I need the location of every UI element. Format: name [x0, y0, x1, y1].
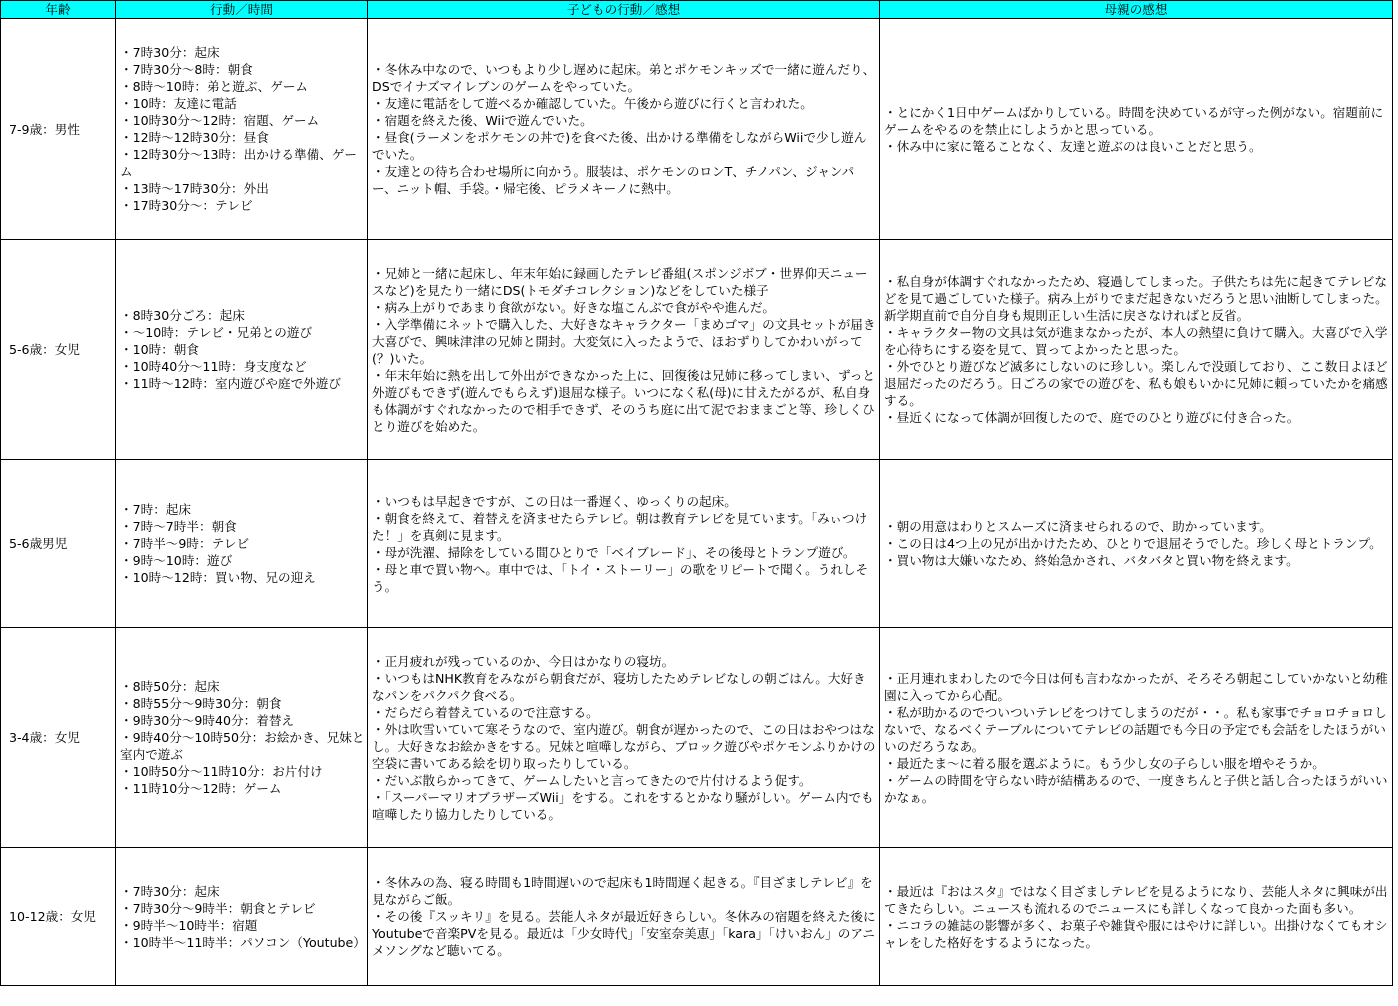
mother-note: ・とにかく1日中ゲームばかりしている。時間を決めているが守った例がない。宿題前にゲームをやるのを禁止にしようかと思っている。 — [884, 104, 1384, 137]
child-cell — [368, 240, 880, 460]
table-row — [1, 848, 1393, 986]
schedule-line: ・8時50分：起床 — [120, 679, 220, 694]
child-note: ・冬休み中なので、いつもより少し遅めに起床。弟とポケモンキッズで一緒に遊んだり、DSでイナズマイレブンのゲームをやっていた。 — [372, 62, 876, 94]
schedule-line: ・7時30分～9時半：朝食とテレビ — [120, 900, 316, 916]
child-note: ・兄姉と一緒に起床し、年末年始に録画したテレビ番組(スポンジボブ・世界仰天ニュースなど)を見たり一緒にDS(トモダチコレクション)などをしていた様子 — [372, 265, 868, 298]
header-age: 年齢 — [1, 1, 116, 19]
mother-note: ・ニコラの雑誌の影響が多く、お菓子や雑貨や服にはやけに詳しい。出掛けなくてもオシャレをした格好をするようになった。 — [884, 917, 1388, 950]
child-note: ・入学準備にネットで購入した、大好きなキャラクター「まめゴマ」の文具セットが届き大喜びで、興味津津の兄姉と開封。大変気に入ったようで、ほおずりしてかわいがって(？)いた。 — [372, 316, 876, 366]
child-note: ・朝食を終えて、着替えを済ませたらテレビ。朝は教育テレビを見ています。「みぃつけた！」を真剣に見ます。 — [372, 510, 868, 543]
child-note: ・その後『スッキリ』を見る。芸能人ネタが最近好きらしい。冬休みの宿題を終えた後にYoutubeで音楽PVを見る。最近は「少女時代」「安室奈美恵」「kara」「けいおん」のアニメソングなど聴いてる。 — [372, 909, 876, 958]
header-row — [1, 1, 1393, 19]
age-cell — [1, 19, 116, 240]
age-label: 7-9歳：男性 — [9, 121, 80, 137]
mother-cell — [880, 19, 1393, 240]
schedule-cell — [116, 19, 368, 240]
child-note: ・病み上がりであまり食欲がない。好きな塩こんぶで食がやや進んだ。 — [372, 299, 775, 315]
schedule-cell — [116, 848, 368, 986]
age-cell — [1, 240, 116, 460]
age-label: 5-6歳：女児 — [9, 342, 80, 357]
mother-note: ・休み中に家に篭ることなく、友達と遊ぶのは良いことだと思う。 — [884, 138, 1262, 154]
child-note: ・「スーパーマリオブラザーズWii」をする。これをするとかなり騒がしい。ゲーム内でも喧嘩したり協力したりしている。 — [372, 789, 874, 822]
schedule-line: ・9時40分～10時50分：お絵かき、兄妹と室内で遊ぶ — [120, 730, 365, 762]
child-note: ・昼食(ラーメンをポケモンの丼で)を食べた後、出かける準備をしながらWiiで少し遊んでいた。 — [372, 130, 867, 162]
mother-note: ・朝の用意はわりとスムーズに済ませられるので、助かっています。 — [884, 519, 1272, 534]
schedule-line: ・10時半～11時半：パソコン（Youtube） — [120, 934, 366, 950]
child-cell — [368, 460, 880, 628]
age-cell — [1, 460, 116, 628]
child-note: ・外は吹雪いていて寒そうなので、室内遊び。朝食が遅かったので、この日はおやつはなし。大好きなお絵かきをする。兄妹と喧嘩しながら、ブロック遊びやポケモンふりかけの空袋に書いてある絵を切り取ったりしている。 — [372, 721, 876, 771]
schedule-line: ・8時55分～9時30分：朝食 — [120, 696, 282, 711]
schedule-line: ・12時～12時30分：昼食 — [120, 130, 269, 145]
schedule-line: ・12時30分～13時：出かける準備、ゲーム — [120, 147, 357, 179]
age-label: 5-6歳男児 — [9, 536, 68, 551]
schedule-line: ・9時～10時：遊び — [120, 553, 233, 568]
schedule-line: ・7時30分：起床 — [120, 883, 220, 899]
schedule-line: ・17時30分～：テレビ — [120, 198, 253, 213]
schedule-cell — [116, 460, 368, 628]
mother-note: ・私が助かるのでついついテレビをつけてしまうのだが・・。私も家事でチョロチョロしないで、なるべくテーブルについてテレビの話題でも今日の予定でも会話をしたほうがいいのだろうなあ。 — [884, 704, 1387, 754]
header-schedule: 行動／時間 — [116, 1, 368, 19]
schedule-line: ・9時半～10時半：宿題 — [120, 917, 258, 933]
mother-note: ・正月連れまわしたので今日は何も言わなかったが、そろそろ朝起こしていかないと幼稚園に入ってから心配。 — [884, 670, 1388, 703]
age-label: 10-12歳：女児 — [9, 909, 96, 924]
schedule-line: ・7時半～9時：テレビ — [120, 536, 250, 551]
child-note: ・冬休みの為、寝る時間も1時間遅いので起床も1時間遅く起きる。『目ざましテレビ』を見ながらご飯。 — [372, 875, 873, 907]
schedule-line: ・10時：友達に電話 — [120, 96, 237, 111]
table-row — [1, 628, 1393, 848]
mother-note: ・外でひとり遊びなど滅多にしないのに珍しい。楽しんで没頭しており、ここ数日よほど退屈だったのだろう。日ごろの家での遊びを、私も娘もいかに兄姉に頼っていたかを痛感する。 — [884, 359, 1388, 408]
schedule-line: ・13時～17時30分：外出 — [120, 181, 269, 196]
mother-cell — [880, 848, 1393, 986]
header-child: 子どもの行動／感想 — [368, 1, 880, 19]
mother-note: ・買い物は大嫌いなため、終始急かされ、バタバタと買い物を終えます。 — [884, 553, 1299, 568]
schedule-line: ・7時30分～8時：朝食 — [120, 62, 253, 77]
table-row — [1, 460, 1393, 628]
child-note: ・正月疲れが残っているのか、今日はかなりの寝坊。 — [372, 653, 675, 669]
mother-note: ・この日は4つ上の兄が出かけたため、ひとりで退屈そうでした。珍しく母とトランプ。 — [884, 536, 1382, 551]
schedule-line: ・7時～7時半：朝食 — [120, 519, 237, 534]
schedule-line: ・7時30分：起床 — [120, 45, 220, 60]
child-cell — [368, 19, 880, 240]
child-note: ・母と車で買い物へ。車中では、「トイ・ストーリー」の歌をリピートで聞く。うれしそう。 — [372, 561, 869, 594]
child-note: ・母が洗濯、掃除をしている間ひとりで「ベイブレード」、その後母とトランプ遊び。 — [372, 544, 856, 560]
schedule-line: ・10時40分～11時：身支度など — [120, 359, 307, 374]
mother-note: ・キャラクター物の文具は気が進まなかったが、本人の熱望に負けて購入。大喜びで入学を心待ちにする姿を見て、買ってよかったと思った。 — [884, 325, 1388, 357]
child-note: ・友達に電話をして遊べるか確認していた。午後から遊びに行くと言われた。 — [372, 96, 813, 111]
schedule-line: ・7時：起床 — [120, 502, 191, 517]
child-note: ・いつもはNHK教育をみながら朝食だが、寝坊したためテレビなしの朝ごはん。大好きなパンをパクパク食べる。 — [372, 670, 866, 703]
mother-note: ・ゲームの時間を守らない時が結構あるので、一度きちんと子供と話し合ったほうがいいかなぁ。 — [884, 772, 1388, 805]
age-label: 3-4歳：女児 — [9, 730, 80, 745]
age-cell — [1, 848, 116, 986]
schedule-cell — [116, 628, 368, 848]
child-note: ・いつもは早起きですが、この日は一番遅く、ゆっくりの起床。 — [372, 493, 737, 509]
table-row — [1, 240, 1393, 460]
mother-cell — [880, 628, 1393, 848]
child-cell — [368, 848, 880, 986]
mother-cell — [880, 240, 1393, 460]
schedule-line: ・10時～12時：買い物、兄の迎え — [120, 570, 316, 585]
child-note: ・だらだら着替えているので注意する。 — [372, 704, 599, 720]
header-mother: 母親の感想 — [880, 1, 1393, 19]
schedule-line: ・10時30分～12時：宿題、ゲーム — [120, 113, 320, 128]
schedule-line: ・10時50分～11時10分：お片付け — [120, 764, 323, 779]
child-note: ・だいぶ散らかってきて、ゲームしたいと言ってきたので片付けるよう促す。 — [372, 772, 812, 788]
age-cell — [1, 628, 116, 848]
schedule-line: ・8時30分ごろ：起床 — [120, 308, 245, 323]
schedule-line: ・10時：朝食 — [120, 342, 199, 357]
mother-cell — [880, 460, 1393, 628]
mother-note: ・私自身が体調すぐれなかったため、寝過してしまった。子供たちは先に起きてテレビなどを見て過ごしていた様子。病み上がりでまだ起きないだろうと思い油断してしまった。新学期直前で自分自身も規則正しい生活に戻さなければと反省。 — [884, 274, 1388, 323]
schedule-line: ・9時30分～9時40分：着替え — [120, 713, 295, 728]
child-note: ・宿題を終えた後、Wiiで遊んでいた。 — [372, 113, 593, 128]
child-note: ・友達との待ち合わせ場所に向かう。服装は、ポケモンのロンT、チノパン、ジャンパー、ニット帽、手袋。・帰宅後、ピラメキーノに熱中。 — [372, 164, 855, 196]
mother-note: ・昼近くになって体調が回復したので、庭でのひとり遊びに付き合った。 — [884, 410, 1300, 425]
schedule-line: ・11時10分～12時：ゲーム — [120, 781, 282, 796]
schedule-line: ・～10時：テレビ・兄弟との遊び — [120, 325, 313, 340]
mother-note: ・最近は『おはスタ』ではなく目ざましテレビを見るようになり、芸能人ネタに興味が出てきたらしい。ニュースも流れるのでニュースにも詳しくなって良かった面も多い。 — [884, 883, 1388, 916]
schedule-line: ・11時～12時：室内遊びや庭で外遊び — [120, 376, 341, 391]
schedule-line: ・8時～10時：弟と遊ぶ、ゲーム — [120, 79, 309, 94]
child-note: ・年末年始に熱を出して外出ができなかった上に、回復後は兄姉に移ってしまい、ずっと外遊びもできず(遊んでもらえず)退屈な様子。いつになく私(母)に甘えたがるが、私自身も体調がすぐれなかったので相手できず、そのうち庭に出て泥でおままごと等、珍しくひとり遊びを始めた。 — [372, 367, 875, 434]
schedule-cell — [116, 240, 368, 460]
child-cell — [368, 628, 880, 848]
table-row — [1, 19, 1393, 240]
mother-note: ・最近たま～に着る服を選ぶように。もう少し女の子らしい服を増やそうか。 — [884, 755, 1325, 771]
